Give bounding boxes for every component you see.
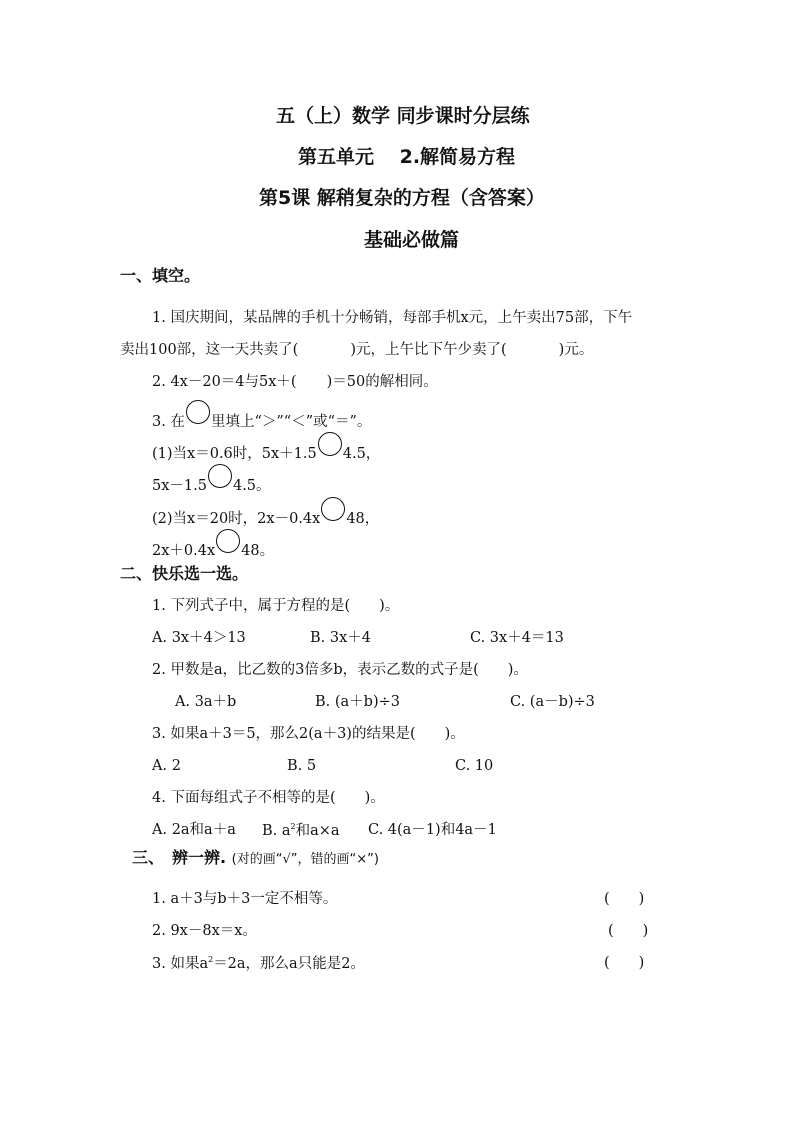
q3-1-answer-bracket[interactable]: ( ) <box>604 891 645 907</box>
q2-2-option-a[interactable]: A. 3a＋b <box>175 694 237 710</box>
q1-3-2b-end: 48。 <box>241 543 275 559</box>
lesson-title: 第5课 解稍复杂的方程（含答案） <box>259 187 545 209</box>
q1-3-text-b: 里填上“＞”“＜”或“＝”。 <box>210 414 372 430</box>
circle-blank[interactable] <box>318 432 342 456</box>
q2-4-option-b-text-a: B. a <box>262 823 291 839</box>
superscript: 2 <box>208 955 214 964</box>
circle-blank[interactable] <box>321 497 345 521</box>
q2-4-option-a[interactable]: A. 2a和a＋a <box>152 822 236 838</box>
q2-2-option-c[interactable]: C. (a－b)÷3 <box>510 694 595 710</box>
q1-2-text-a: 2. 4x－20＝4与5x＋( <box>152 374 297 390</box>
q3-2-answer-bracket[interactable]: ( ) <box>608 923 649 939</box>
q3-2: 2. 9x－8x＝x。 <box>152 923 257 939</box>
q1-2 <box>152 375 438 390</box>
section-judge-note: (对的画“√”，错的画“×”) <box>231 852 379 867</box>
section-judge-label: 三、 辨一辨. <box>132 848 227 867</box>
q1-1-line1: 1. 国庆期间，某品牌的手机十分畅销，每部手机x元，上午卖出75部，下午 <box>152 310 633 326</box>
q1-2-text-b: )＝50的解相同。 <box>326 374 438 390</box>
q2-3-option-b[interactable]: B. 5 <box>287 758 317 774</box>
q1-3-1b-text: 5x－1.5 <box>152 478 207 494</box>
q2-3: 3. 如果a＋3＝5，那么2(a＋3)的结果是( )。 <box>152 726 465 742</box>
q1-1-line2 <box>120 343 593 358</box>
q1-3-1a-end: 4.5， <box>342 446 381 462</box>
q2-1-option-b[interactable]: B. 3x＋4 <box>310 630 372 646</box>
q1-3-2a-end: 48， <box>346 511 380 527</box>
circle-blank[interactable] <box>208 464 232 488</box>
q2-4-option-b-text-b: 和a×a <box>295 823 340 839</box>
q2-1-option-a[interactable]: A. 3x＋4＞13 <box>152 630 246 646</box>
q2-1: 1. 下列式子中，属于方程的是( )。 <box>152 598 400 614</box>
circle-blank[interactable] <box>186 400 210 424</box>
circle-blank[interactable] <box>216 529 240 553</box>
unit-title: 第五单元 2.解简易方程 <box>298 146 516 168</box>
q2-3-option-c[interactable]: C. 10 <box>455 758 494 774</box>
worksheet-title: 五（上）数学 同步课时分层练 <box>276 105 530 127</box>
q1-3-2b <box>152 535 274 559</box>
q1-1-text-b: )元，上午比下午少卖了( <box>350 342 507 358</box>
q1-1-text-c: )元。 <box>558 342 594 358</box>
q2-4-option-b[interactable] <box>262 823 340 839</box>
q3-3-answer-bracket[interactable]: ( ) <box>604 955 645 971</box>
q1-3-2b-text: 2x＋0.4x <box>152 543 216 559</box>
q1-3-1a-text: (1)当x＝0.6时，5x＋1.5 <box>152 446 317 462</box>
section-judge-title <box>132 850 379 866</box>
q2-1-option-c[interactable]: C. 3x＋4＝13 <box>470 630 564 646</box>
q2-4: 4. 下面每组式子不相等的是( )。 <box>152 790 385 806</box>
section-choice-title: 二、快乐选一选。 <box>120 564 249 583</box>
q3-3-text-a: 3. 如果a <box>152 956 209 972</box>
q3-3 <box>152 956 365 972</box>
q1-3-1a <box>152 438 380 462</box>
level-title: 基础必做篇 <box>364 229 460 251</box>
q1-3-1b-end: 4.5。 <box>232 478 271 494</box>
q3-1: 1. a＋3与b＋3一定不相等。 <box>152 891 338 907</box>
q2-3-option-a[interactable]: A. 2 <box>152 758 181 774</box>
q3-3-text-b: ＝2a，那么a只能是2。 <box>213 956 365 972</box>
q2-2: 2. 甲数是a，比乙数的3倍多b，表示乙数的式子是( )。 <box>152 662 528 678</box>
q2-2-option-b[interactable]: B. (a＋b)÷3 <box>315 694 400 710</box>
section-fill-blank-title: 一、填空。 <box>120 266 201 285</box>
q1-3-1b <box>152 470 271 494</box>
q1-3 <box>152 406 371 430</box>
q1-3-2a <box>152 503 379 527</box>
q2-4-option-c[interactable]: C. 4(a－1)和4a－1 <box>368 822 497 838</box>
q1-3-text-a: 3. 在 <box>152 414 185 430</box>
q1-3-2a-text: (2)当x＝20时，2x－0.4x <box>152 511 321 527</box>
superscript: 2 <box>290 822 296 831</box>
q1-1-text-a: 卖出100部，这一天共卖了( <box>120 342 299 358</box>
